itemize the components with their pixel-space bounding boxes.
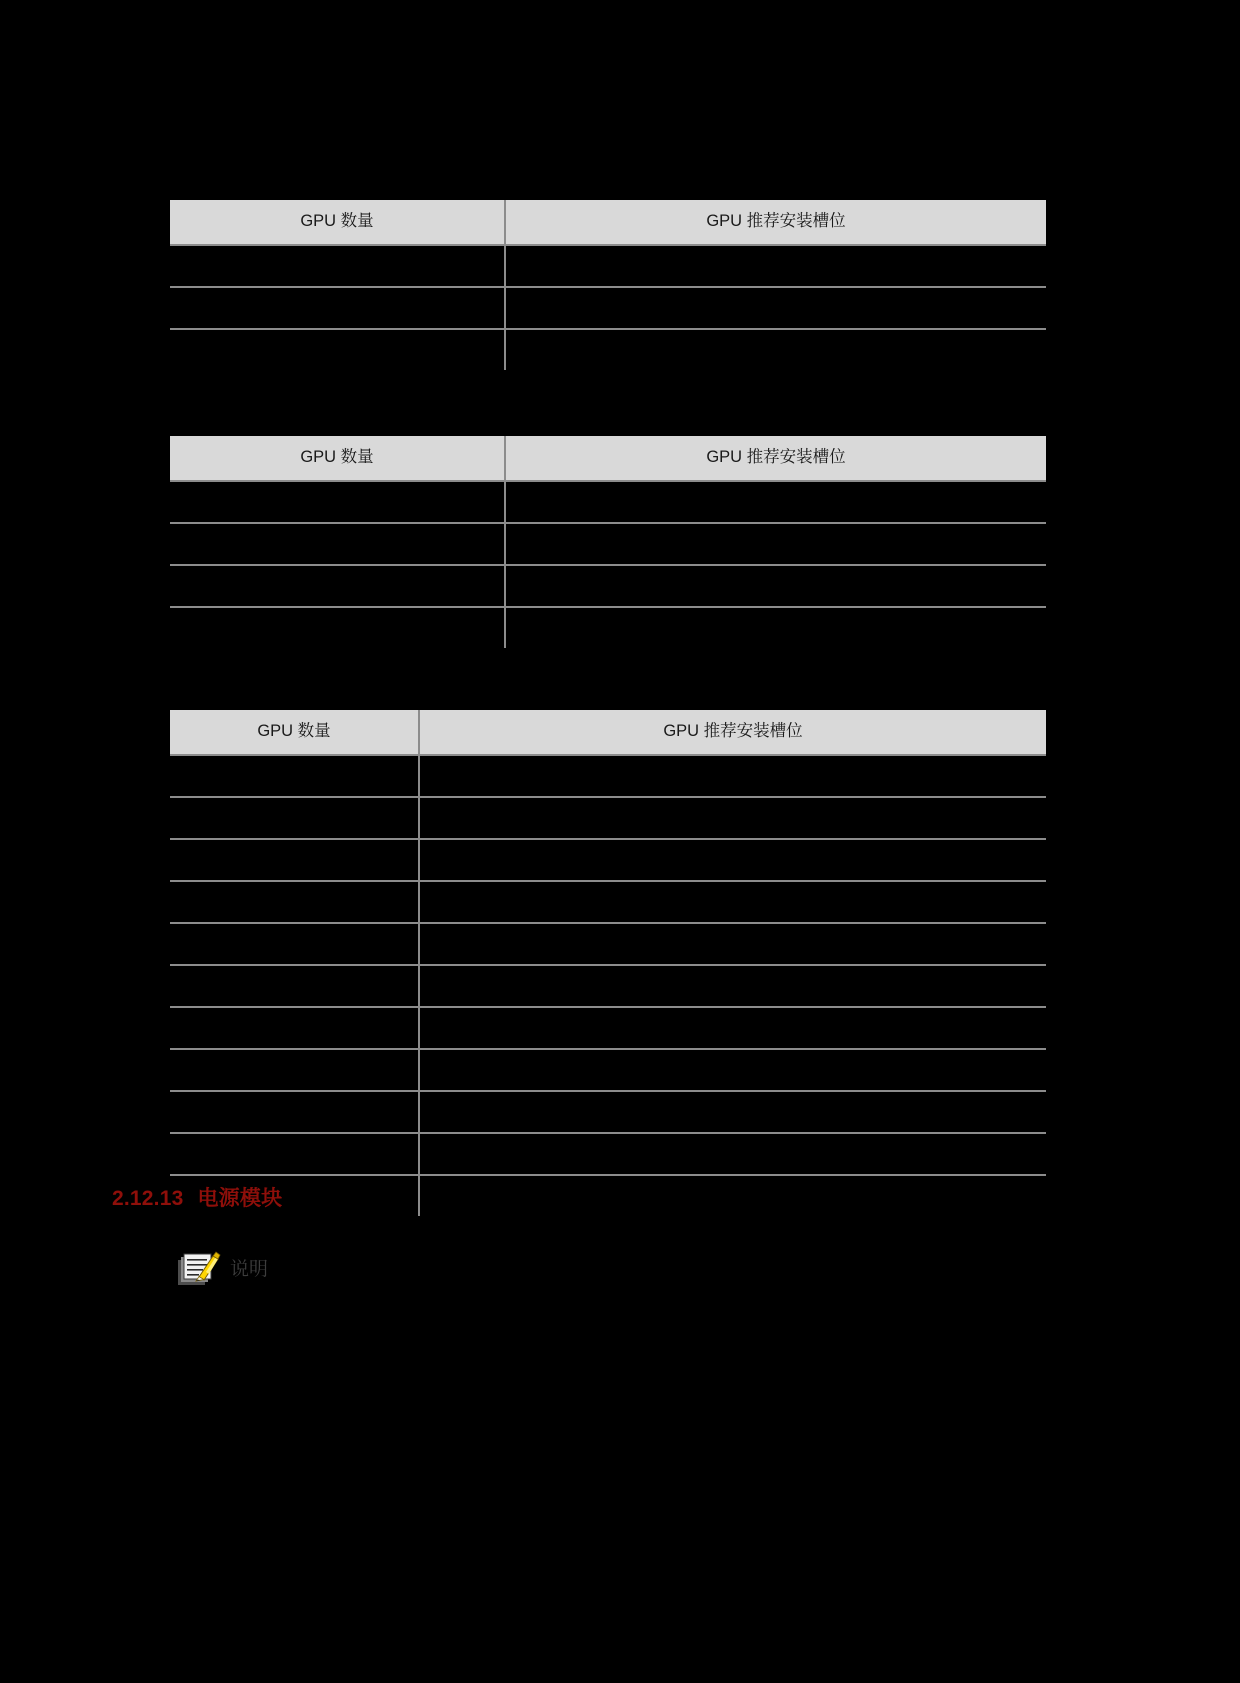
- cell-gpu-slot: [505, 287, 1046, 329]
- table-row: [170, 1049, 1046, 1091]
- cell-gpu-count: [170, 1091, 419, 1133]
- table-row: [170, 1091, 1046, 1133]
- cell-gpu-slot: [419, 965, 1046, 1007]
- page-title: 电源模块: [197, 1187, 283, 1210]
- gpu-table-2: [170, 436, 1046, 648]
- cell-gpu-count: [170, 923, 419, 965]
- column-header-gpu-slot: GPU 推荐安装槽位: [505, 436, 1046, 481]
- cell-gpu-slot: [505, 523, 1046, 565]
- note-pencil-icon: [175, 1250, 221, 1288]
- cell-gpu-slot: [419, 1007, 1046, 1049]
- table-row: [170, 523, 1046, 565]
- cell-gpu-slot: [505, 607, 1046, 648]
- cell-gpu-slot: [505, 565, 1046, 607]
- column-header-gpu-count: GPU 数量: [170, 710, 419, 755]
- cell-gpu-count: [170, 881, 419, 923]
- table-row: [170, 1007, 1046, 1049]
- table-row: [170, 923, 1046, 965]
- table-row: [170, 881, 1046, 923]
- cell-gpu-count: [170, 565, 505, 607]
- table-header-row: [170, 200, 1046, 245]
- cell-gpu-slot: [419, 1133, 1046, 1175]
- cell-gpu-slot: [505, 481, 1046, 523]
- column-header-gpu-slot: GPU 推荐安装槽位: [505, 200, 1046, 245]
- cell-gpu-slot: [419, 881, 1046, 923]
- section-number: 2.12.13: [112, 1187, 184, 1210]
- gpu-table-1: [170, 200, 1046, 370]
- table-row: [170, 1175, 1046, 1216]
- column-header-gpu-count: GPU 数量: [170, 200, 505, 245]
- gpu-table-2-column-divider-stub: [504, 584, 506, 622]
- table-header-row: [170, 710, 1046, 755]
- cell-gpu-count: [170, 607, 505, 648]
- cell-gpu-count: [170, 839, 419, 881]
- cell-gpu-slot: [505, 329, 1046, 370]
- table-row: [170, 245, 1046, 287]
- cell-gpu-count: [170, 481, 505, 523]
- gpu-table-3-column-divider-stub: [418, 1078, 420, 1193]
- cell-gpu-count: [170, 755, 419, 797]
- note-block: [175, 1250, 268, 1288]
- cell-gpu-slot: [419, 1091, 1046, 1133]
- cell-gpu-count: [170, 287, 505, 329]
- cell-gpu-count: [170, 523, 505, 565]
- cell-gpu-slot: [419, 755, 1046, 797]
- cell-gpu-count: [170, 329, 505, 370]
- table-row: [170, 329, 1046, 370]
- section-heading: [112, 1182, 282, 1212]
- cell-gpu-slot: [419, 839, 1046, 881]
- cell-gpu-slot: [419, 1175, 1046, 1216]
- cell-gpu-slot: [505, 245, 1046, 287]
- table-row: [170, 565, 1046, 607]
- table-row: [170, 755, 1046, 797]
- column-header-gpu-count: GPU 数量: [170, 436, 505, 481]
- cell-gpu-count: [170, 965, 419, 1007]
- gpu-table-3: [170, 710, 1046, 1216]
- column-header-gpu-slot: GPU 推荐安装槽位: [419, 710, 1046, 755]
- cell-gpu-count: [170, 1049, 419, 1091]
- table-header-row: [170, 436, 1046, 481]
- gpu-table-1-column-divider-stub: [504, 310, 506, 368]
- cell-gpu-count: [170, 245, 505, 287]
- cell-gpu-slot: [419, 1049, 1046, 1091]
- table-row: [170, 797, 1046, 839]
- table-row: [170, 1133, 1046, 1175]
- table-row: [170, 481, 1046, 523]
- cell-gpu-slot: [419, 923, 1046, 965]
- table-row: [170, 965, 1046, 1007]
- note-label: 说明: [230, 1258, 269, 1280]
- cell-gpu-slot: [419, 797, 1046, 839]
- table-row: [170, 839, 1046, 881]
- cell-gpu-count: [170, 1133, 419, 1175]
- cell-gpu-count: [170, 1007, 419, 1049]
- table-row: [170, 287, 1046, 329]
- table-row: [170, 607, 1046, 648]
- cell-gpu-count: [170, 797, 419, 839]
